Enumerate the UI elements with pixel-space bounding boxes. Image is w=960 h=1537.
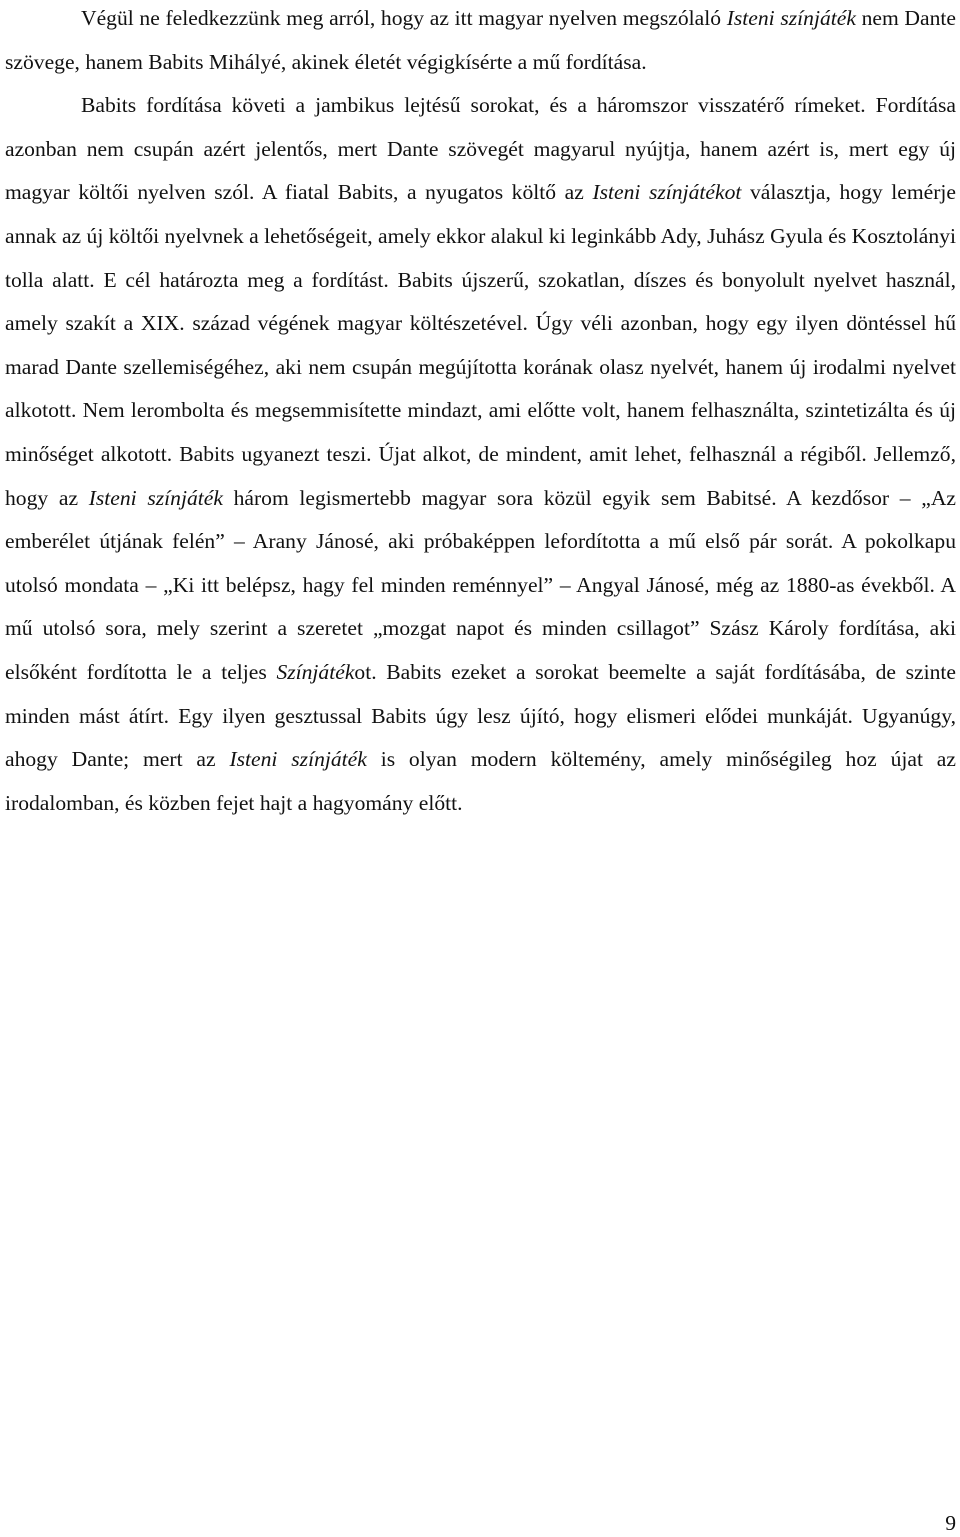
paragraph-2-italic-title: Isteni színjáték <box>229 747 367 772</box>
paragraph-1-text: Végül ne feledkezzünk meg arról, hogy az itt magyar nyelven megszólaló <box>81 6 727 30</box>
paragraph-2-text: is olyan modern költemény, amely minőségileg hoz újat az irodalomban, és közben fejet hajt a hagyomány előtt. <box>5 747 956 815</box>
paragraph-2-italic-title: Isteni színjátékot <box>592 180 742 205</box>
document-page <box>5 0 956 825</box>
page-number: 9 <box>945 1511 956 1535</box>
paragraph-1 <box>5 0 956 84</box>
paragraph-2-text: ot. Babits ezeket a sorokat beemelte a saját fordításába, de szinte minden mást átírt. Egy ilyen gesztussal Babits úgy lesz újító, hogy elismeri elődei munkáját. Ugyanúgy, ahogy Dante; mert az <box>5 659 956 772</box>
paragraph-1-text: nem Dante szövege, hanem Babits Mihályé, akinek életét végigkísérte a mű fordítása. <box>5 6 956 74</box>
paragraph-2 <box>5 84 956 825</box>
paragraph-2-italic-title: Isteni színjáték <box>88 485 223 510</box>
paragraph-2-italic-title: Színjáték <box>276 659 355 684</box>
paragraph-2-text: Babits fordítása követi a jambikus lejtésű sorokat, és a háromszor visszatérő rímeket. Fordítása azonban nem csupán azért jelentős, mert Dante szövegét magyarul nyújtja, hanem azért is, mert egy új magyar költői nyelven szól. A fiatal Babits, a nyugatos költő az <box>5 93 956 205</box>
paragraph-1-italic-title: Isteni színjáték <box>726 6 856 30</box>
paragraph-2-text: három legismertebb magyar sora közül egyik sem Babitsé. A kezdősor – „Az emberélet útjának felén” – Arany Jánosé, aki próbaképpen lefordította a mű első pár sorát. A pokolkapu utolsó mondata – „Ki itt belépsz, hagy fel minden reménnyel” – Angyal Jánosé, még az 1880-as évekből. A mű utolsó sora, mely szerint a szeretet „mozgat napot és minden csillagot” Szász Károly fordítása, aki elsőként fordította le a teljes <box>5 485 956 684</box>
paragraph-2-text: választja, hogy lemérje annak az új költői nyelvnek a lehetőségeit, amely ekkor alakul ki leginkább Ady, Juhász Gyula és Kosztolányi tolla alatt. E cél határozta meg a fordítást. Babits újszerű, szokatlan, díszes és bonyolult nyelvet használ, amely szakít a XIX. század végének magyar költészetével. Úgy véli azonban, hogy egy ilyen döntéssel hű marad Dante szellemiségéhez, aki nem csupán megújította korának olasz nyelvét, hanem új irodalmi nyelvet alkotott. Nem lerombolta és megsemmisítette mindazt, ami előtte volt, hanem felhasználta, szintetizálta és új minőséget alkotott. Babits ugyanezt teszi. Újat alkot, de mindent, amit lehet, felhasznál a régiből. Jellemző, hogy az <box>5 180 957 510</box>
